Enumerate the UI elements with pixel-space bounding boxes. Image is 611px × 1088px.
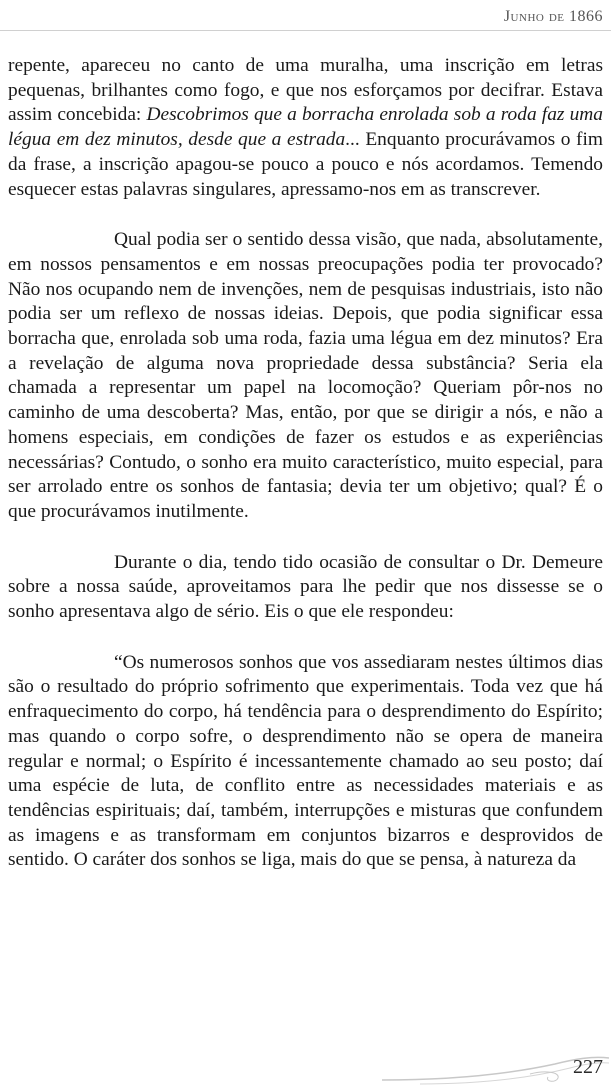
page-text [8, 54, 603, 873]
paragraph-1-text: repente, apareceu no canto de uma muralha, uma inscrição em letras pequenas, brilhantes como fogo, e que nos esforçamos por decifrar. Estava assim concebida: [8, 55, 603, 126]
header-divider [0, 30, 611, 31]
running-header: Junho de 1866 [503, 8, 603, 25]
paragraph-3: Durante o dia, tendo tido ocasião de consultar o Dr. Demeure sobre a nossa saúde, aproveitamos para lhe pedir que nos dissesse se o sonho apresentava algo de sério. Eis o que ele respondeu: [8, 551, 603, 623]
page-number: 227 [573, 1056, 603, 1078]
inscription-quote: Descobrimos que a borracha enrolada sob a roda faz uma légua em dez minutos, desde que a estrada [8, 104, 603, 151]
paragraph-2: Qual podia ser o sentido dessa visão, que nada, absolutamente, em nossos pensamentos e em nossas preocupações podia ter provocado? Não nos ocupando nem de invenções, nem de pesquisas industriais, isto não podia ser um reflexo de nossas ideias. Depois, que podia significar essa borracha que, enrolada sob uma roda, fazia uma légua em dez minutos? Era a revelação de alguma nova propriedade dessa substância? Seria ela chamada a representar um papel na locomoção? Queriam pôr-nos no caminho de uma descoberta? Mas, então, por que se dirigir a nós, e não a homens especiais, em condições de fazer os estudos e as experiências necessárias? Contudo, o sonho era muito característico, muito especial, para ser arrolado entre os sonhos de fantasia; devia ter um objetivo; qual? É o que procurávamos inutilmente. [8, 229, 603, 522]
paragraph-4: “Os numerosos sonhos que vos assediaram nestes últimos dias são o resultado do próprio sofrimento que experimentais. Toda vez que há enfraquecimento do corpo, há tendência para o desprendimento do Espírito; mas quando o corpo sofre, o desprendimento não se opera de maneira regular e normal; o Espírito é incessantemente chamado ao seu posto; daí uma espécie de luta, de conflito entre as necessidades materiais e as tendências espirituais; daí, também, interrupções e misturas que confundem as imagens e as transformam em conjuntos bizarros e desprovidos de sentido. O caráter dos sonhos se liga, mais do que se pensa, à natureza da [8, 651, 603, 871]
paragraph-1-continuation: ... Enquanto procurávamos o fim da frase, a inscrição apagou-se pouco a pouco e nós acordamos. Temendo esquecer estas palavras singulares, apressamo-nos em as transcrever. [8, 129, 603, 200]
paragraph-1 [8, 54, 603, 202]
